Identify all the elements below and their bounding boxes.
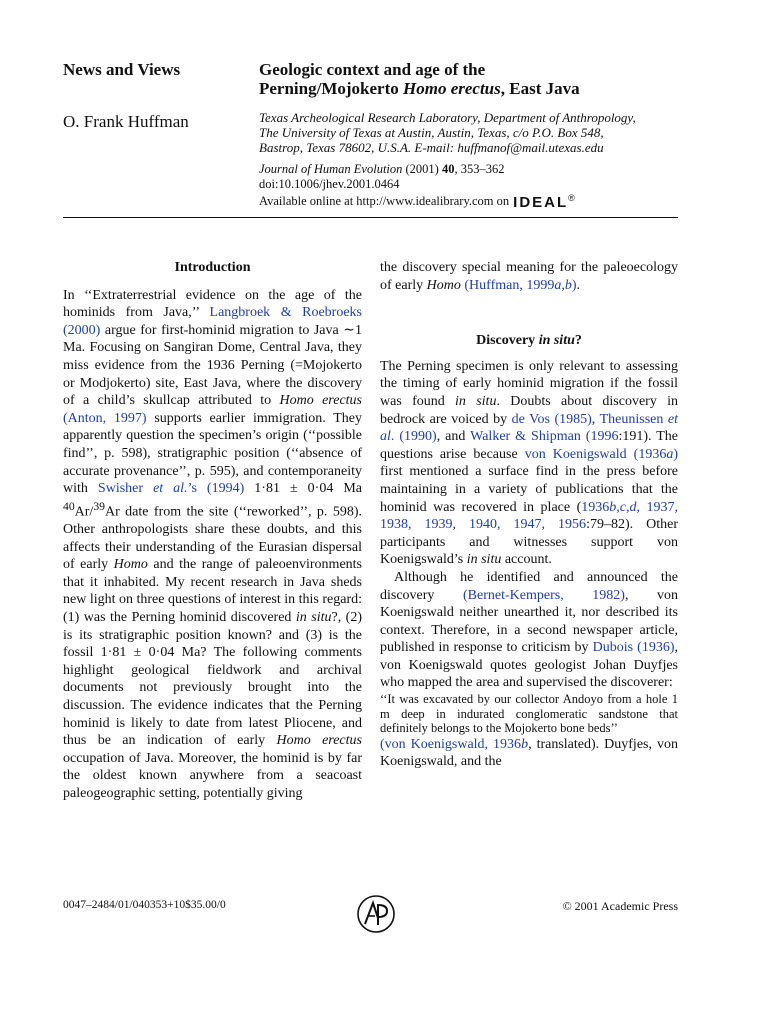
citation-part: (von Koenigswald, 1936 <box>380 736 522 752</box>
column-right <box>380 259 678 771</box>
italic-term: in situ <box>455 393 497 409</box>
text: :191). The questions arise because <box>380 429 679 462</box>
section-heading-introduction: Introduction <box>174 260 251 275</box>
citation-part: et al. <box>153 481 188 497</box>
citation-link[interactable]: Dubois (1936) <box>592 640 675 656</box>
text: , von Koenigswald quotes geologist Johan Duyfjes who mapped the area and supervised the discoverer: <box>380 640 678 691</box>
copyright: © 2001 Academic Press <box>562 899 678 913</box>
text: Ar date from the site (‘‘reworked’’, p. 598). Other anthropologists share these doubts, and this affects their understanding of the Eurasian dispersal of early <box>63 504 362 573</box>
availability-line <box>259 191 699 211</box>
title-line-1: Geologic context and age of the <box>259 60 486 79</box>
heading-italic: in situ <box>538 333 575 349</box>
italic-term: in situ <box>466 552 502 568</box>
column-left <box>63 259 362 802</box>
ideal-logo-text: IDEAL <box>513 194 569 211</box>
title-species: Homo erectus <box>403 79 501 98</box>
text: ?, (2) is its stratigraphic position known? and (3) is the fossil 1·81 ± 0·04 Ma? The following comments highlight geological fieldwork and archival documents not previously brought into the discussion. The evidence indicates that the Perning hominid is likely to date from latest Pliocene, and thus be an indication of early <box>63 609 362 749</box>
citation-part: (Huffman, 1999 <box>464 277 555 293</box>
citation-link[interactable] <box>464 278 576 293</box>
citation-part: , <box>625 499 630 515</box>
journal-citation <box>259 162 699 177</box>
registered-mark: ® <box>568 193 575 203</box>
citation-part: d <box>629 499 637 515</box>
text: and the range of paleoenvironments that it inhabited. My recent research in Java sheds new light on three questions of interest in this regard: (1) was the Perning hominid discovered <box>63 557 362 625</box>
section-label: News and Views <box>63 60 181 79</box>
ideal-logo <box>513 191 575 211</box>
text: , and <box>436 429 471 445</box>
availability-text[interactable]: Available online at http://www.idealibrary.com on <box>259 194 510 208</box>
citation-link[interactable]: (Anton, 1997) <box>63 410 147 426</box>
text: , translated). Duyfjes, von Koenigswald, and the <box>380 736 678 770</box>
academic-press-logo-icon <box>356 894 396 934</box>
title-text-end: , East Java <box>500 79 580 98</box>
citation-part: b <box>609 499 617 515</box>
citation-part: a <box>554 277 562 293</box>
citation-part: 1936 <box>581 499 610 515</box>
paragraph <box>380 358 678 569</box>
species-name: Homo erectus <box>276 733 362 749</box>
journal-name: Journal of Human Evolution <box>259 162 403 176</box>
affiliation-line: The University of Texas at Austin, Austin, Texas, c/o P.O. Box 548, <box>259 125 604 140</box>
text: . <box>576 277 581 293</box>
citation-part: ) <box>571 277 577 293</box>
doi[interactable]: doi:10.1006/jhev.2001.0464 <box>259 176 400 191</box>
text: argue for first-hominid migration to Java ∼1 Ma. Focusing on Sangiran Dome, Central Java, they miss evidence from the 1936 Perning (=Mojokerto or Modjokerto) site, East Java, where the discovery of a child’s skullcap attributed to <box>63 322 362 409</box>
citation-link[interactable]: (Bernet-Kempers, 1982) <box>463 587 625 603</box>
heading-text: Discovery <box>476 333 539 349</box>
citation-part: c <box>619 499 626 515</box>
citation-part: ’s (1994) <box>187 481 245 497</box>
affiliation-line: Texas Archeological Research Laboratory, Department of Anthropology, <box>259 110 636 125</box>
citation-link[interactable]: Langbroek & Roebroeks (2000) <box>63 305 362 338</box>
title-text: Perning/Mojokerto <box>259 79 403 98</box>
journal-volume: 40 <box>441 162 455 176</box>
citation-part: Swisher <box>97 481 154 497</box>
text: the discovery special meaning for the paleoecology of early <box>380 260 678 293</box>
title-line-2 <box>259 79 689 98</box>
species-name: Homo <box>426 277 461 293</box>
journal-info <box>259 162 699 211</box>
citation-link[interactable] <box>380 737 528 752</box>
italic-term: in situ <box>295 609 332 625</box>
citation-part: b <box>521 736 529 752</box>
author-affiliation <box>259 110 699 155</box>
section-heading-discovery <box>380 332 678 350</box>
citation-part: Theunissen <box>599 411 668 427</box>
article-code: 0047–2484/01/040353+10$35.00/0 <box>63 899 226 911</box>
citation-part: b <box>564 277 572 293</box>
header-divider <box>63 217 678 218</box>
text: , <box>591 411 600 427</box>
citation-link[interactable] <box>98 481 244 496</box>
text: The Perning specimen is only relevant to assessing the timing of early hominid migration if the fossil was found <box>380 358 678 409</box>
citation-part: a <box>666 446 674 462</box>
citation-part: , 1937, 1938, 1939, 1940, 1947, 1956 <box>380 499 678 533</box>
citation-link[interactable] <box>525 447 678 462</box>
citation-part: . (1990) <box>390 429 437 445</box>
citation-part: et al <box>380 411 679 445</box>
text: . Doubts about discovery in bedrock are voiced by <box>380 393 679 427</box>
paragraph <box>380 259 678 294</box>
paragraph <box>380 736 678 771</box>
author-name: O. Frank Huffman <box>63 112 189 131</box>
journal-year: (2001) <box>402 162 442 176</box>
paragraph <box>380 569 678 692</box>
species-name: Homo erectus <box>279 393 362 409</box>
text: , von Koenigswald neither unearthed it, nor described its context. Therefore, in a second newspaper article, published in response to criticism by <box>380 587 679 656</box>
text: Although he identified and announced the discovery <box>380 569 678 603</box>
text: account. <box>501 552 552 568</box>
species-name: Homo <box>113 557 148 573</box>
superscript: 40 <box>63 499 75 513</box>
citation-part: von Koenigswald (1936 <box>524 446 667 462</box>
text: 1·81 ± 0·04 Ma <box>244 481 363 497</box>
citation-part: ) <box>673 446 678 462</box>
superscript: 39 <box>93 499 105 513</box>
affiliation-line: Bastrop, Texas 78602, U.S.A. E-mail: huffmanof@mail.utexas.edu <box>259 140 604 155</box>
text: supports earlier immigration. They apparently question the specimen’s origin (‘‘possible find’’, p. 598), stratigraphic position (‘‘absence of accurate provenance’’, p. 595), and contemporaneity with <box>63 410 362 497</box>
citation-link[interactable]: de Vos (1985) <box>511 411 592 427</box>
block-quote: ‘‘It was excavated by our collector Andoyo from a hole 1 m deep in indurated conglomeratic sandstone that definitely belongs to the Mojokerto bone beds’’ <box>380 692 678 736</box>
citation-link[interactable]: Walker & Shipman (1996 <box>470 429 619 445</box>
heading-text: ? <box>574 333 582 349</box>
journal-pages: , 353–362 <box>454 162 505 176</box>
text: :79–82). Other participants and witnesses support von Koenigswald’s <box>380 517 679 568</box>
text: first mentioned a surface find in the press before maintaining in a variety of publications that the hominid was recovered in place ( <box>380 464 678 515</box>
paragraph <box>63 287 362 803</box>
text: Ar/ <box>74 504 94 520</box>
text: occupation of Java. Moreover, the hominid is by far the oldest known anywhere from a seacoast paleogeographic setting, potentially giving <box>63 750 362 801</box>
citation-part: , <box>561 277 565 293</box>
citation-part: , <box>616 499 620 515</box>
text: In ‘‘Extraterrestrial evidence on the age of the hominids from Java,’’ <box>63 287 362 321</box>
article-title <box>259 60 689 98</box>
